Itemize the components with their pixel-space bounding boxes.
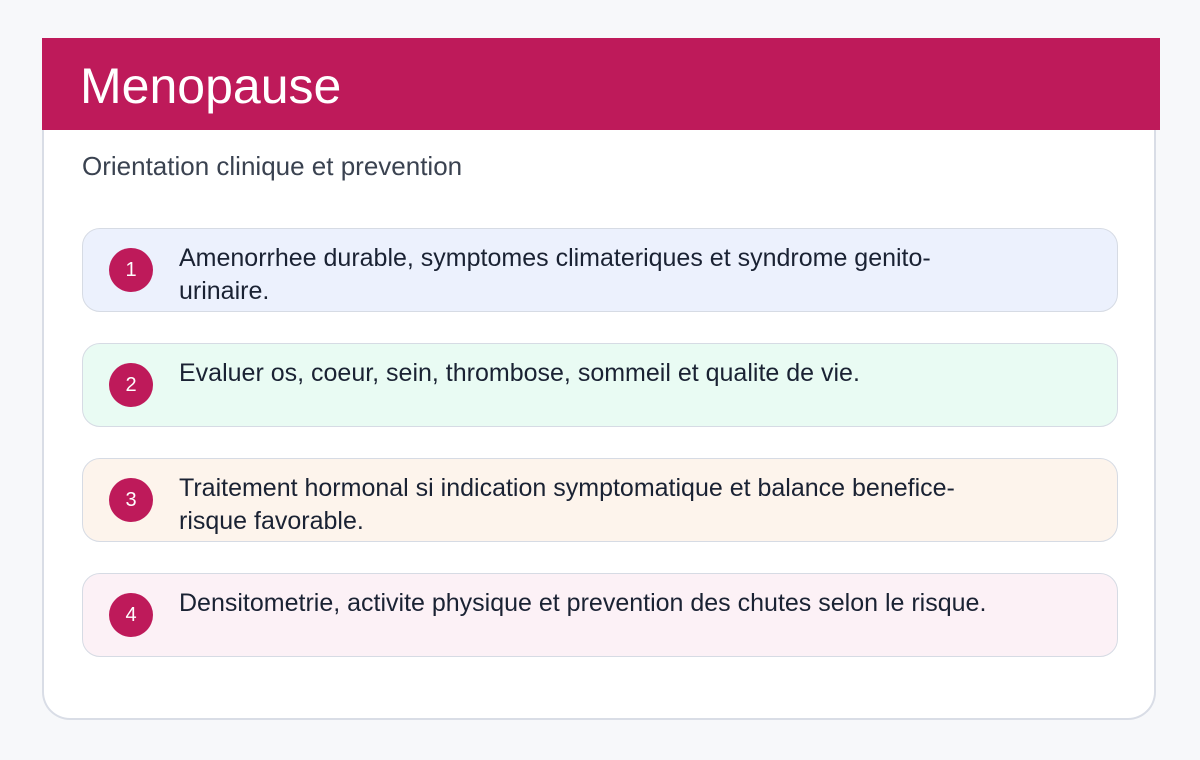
step-number-badge: 3 xyxy=(109,478,153,522)
list-item xyxy=(82,343,1118,427)
list-item xyxy=(82,573,1118,657)
list-item xyxy=(82,228,1118,312)
header-banner xyxy=(42,38,1160,130)
step-number-badge: 4 xyxy=(109,593,153,637)
page-subtitle: Orientation clinique et prevention xyxy=(82,151,463,181)
content-card xyxy=(42,38,1156,720)
step-number-badge: 2 xyxy=(109,363,153,407)
page-title: Menopause xyxy=(80,58,342,114)
list-item-text: Evaluer os, coeur, sein, thrombose, sommeil et qualite de vie. xyxy=(179,359,860,387)
list-item-text: Amenorrhee durable, symptomes climateriques et syndrome genito-urinaire. xyxy=(179,244,931,305)
step-number-badge: 1 xyxy=(109,248,153,292)
list-item xyxy=(82,458,1118,542)
list-item-text: Traitement hormonal si indication symptomatique et balance benefice-risque favorable. xyxy=(179,474,955,535)
list-item-text: Densitometrie, activite physique et prevention des chutes selon le risque. xyxy=(179,589,987,617)
